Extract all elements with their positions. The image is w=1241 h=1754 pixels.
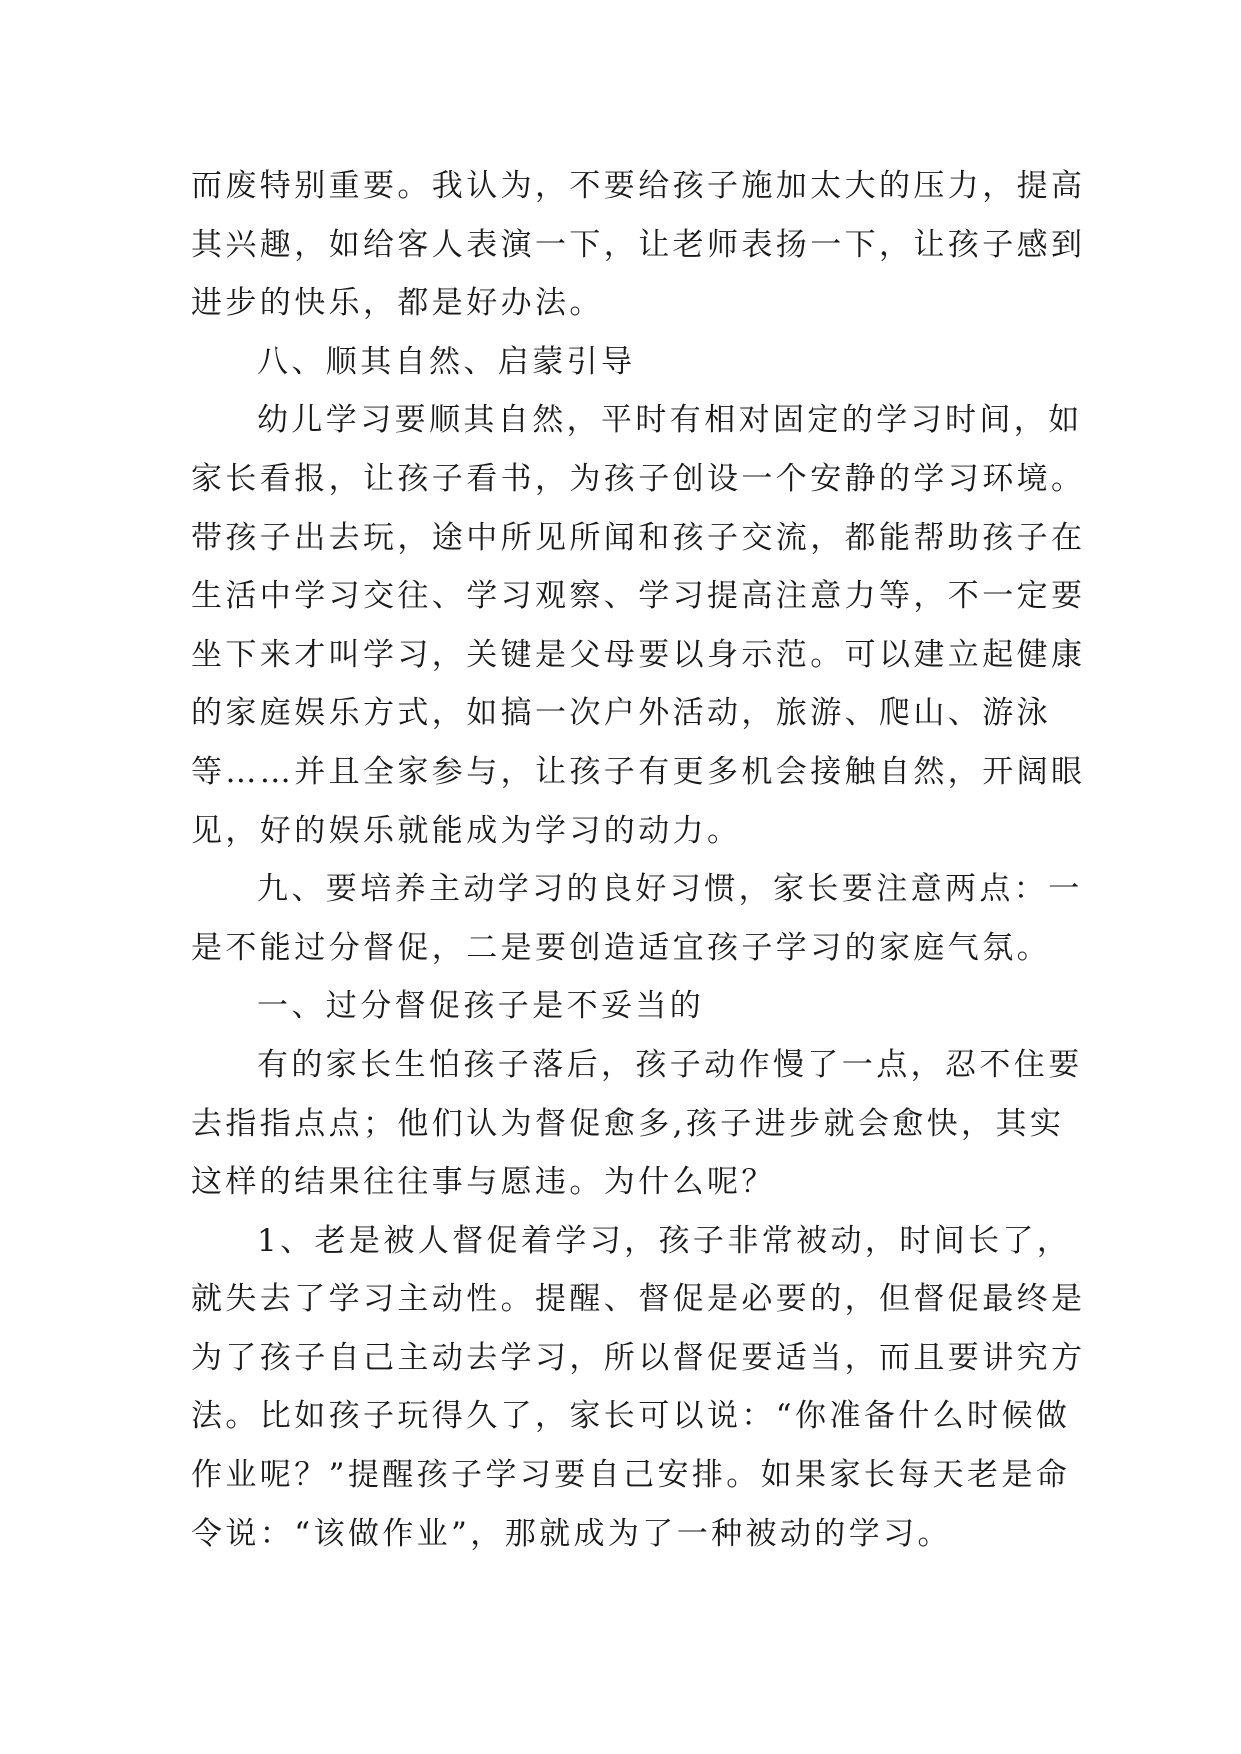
- text-line: 1、老是被人督促着学习，孩子非常被动，时间长了，: [257, 1222, 1072, 1259]
- text-line: 而废特别重要。我认为，不要给孩子施加太大的压力，提高: [191, 168, 1086, 204]
- document-body: [191, 157, 1086, 1563]
- text-line: 去指指点点；他们认为督促愈多,孩子进步就会愈快，其实: [191, 1105, 1065, 1142]
- text-line: 幼儿学习要顺其自然，平时有相对固定的学习时间，如: [257, 402, 1083, 439]
- section-heading: 一、过分督促孩子是不妥当的: [257, 988, 705, 1025]
- text-line: 坐下来才叫学习，关键是父母要以身示范。可以建立起健康: [191, 636, 1086, 673]
- text-line: 就失去了学习主动性。提醒、督促是必要的，但督促最终是: [191, 1281, 1086, 1318]
- text-line: 进步的快乐，都是好办法。: [191, 285, 604, 322]
- text-line: 作业呢？”提醒孩子学习要自己安排。如果家长每天老是命: [191, 1457, 1071, 1494]
- text-line: 带孩子出去玩，途中所见所闻和孩子交流，都能帮助孩子在: [191, 519, 1086, 556]
- text-line: 家长看报，让孩子看书，为孩子创设一个安静的学习环境。: [191, 460, 1086, 497]
- text-line: 为了孩子自己主动去学习，所以督促要适当，而且要讲究方: [191, 1339, 1086, 1376]
- text-line: 是不能过分督促，二是要创造适宜孩子学习的家庭气氛。: [191, 929, 1051, 966]
- text-line: 有的家长生怕孩子落后，孩子动作慢了一点，忍不住要: [257, 1046, 1083, 1083]
- text-line: 法。比如孩子玩得久了，家长可以说：“你准备什么时候做: [191, 1398, 1071, 1435]
- text-line: 其兴趣，如给客人表演一下，让老师表扬一下，让孩子感到: [191, 226, 1086, 263]
- text-line: 这样的结果往往事与愿违。为什么呢？: [191, 1164, 776, 1201]
- section-heading: 八、顺其自然、启蒙引导: [257, 343, 636, 380]
- text-line: 生活中学习交往、学习观察、学习提高注意力等，不一定要: [191, 578, 1086, 615]
- section-heading: 九、要培养主动学习的良好习惯，家长要注意两点：一: [257, 871, 1083, 908]
- text-line: 的家庭娱乐方式，如搞一次户外活动，旅游、爬山、游泳: [191, 695, 1051, 732]
- text-line: 令说：“该做作业”，那就成为了一种被动的学习。: [191, 1515, 952, 1552]
- text-line: 见，好的娱乐就能成为学习的动力。: [191, 812, 742, 849]
- text-line: 等……并且全家参与，让孩子有更多机会接触自然，开阔眼: [191, 753, 1086, 790]
